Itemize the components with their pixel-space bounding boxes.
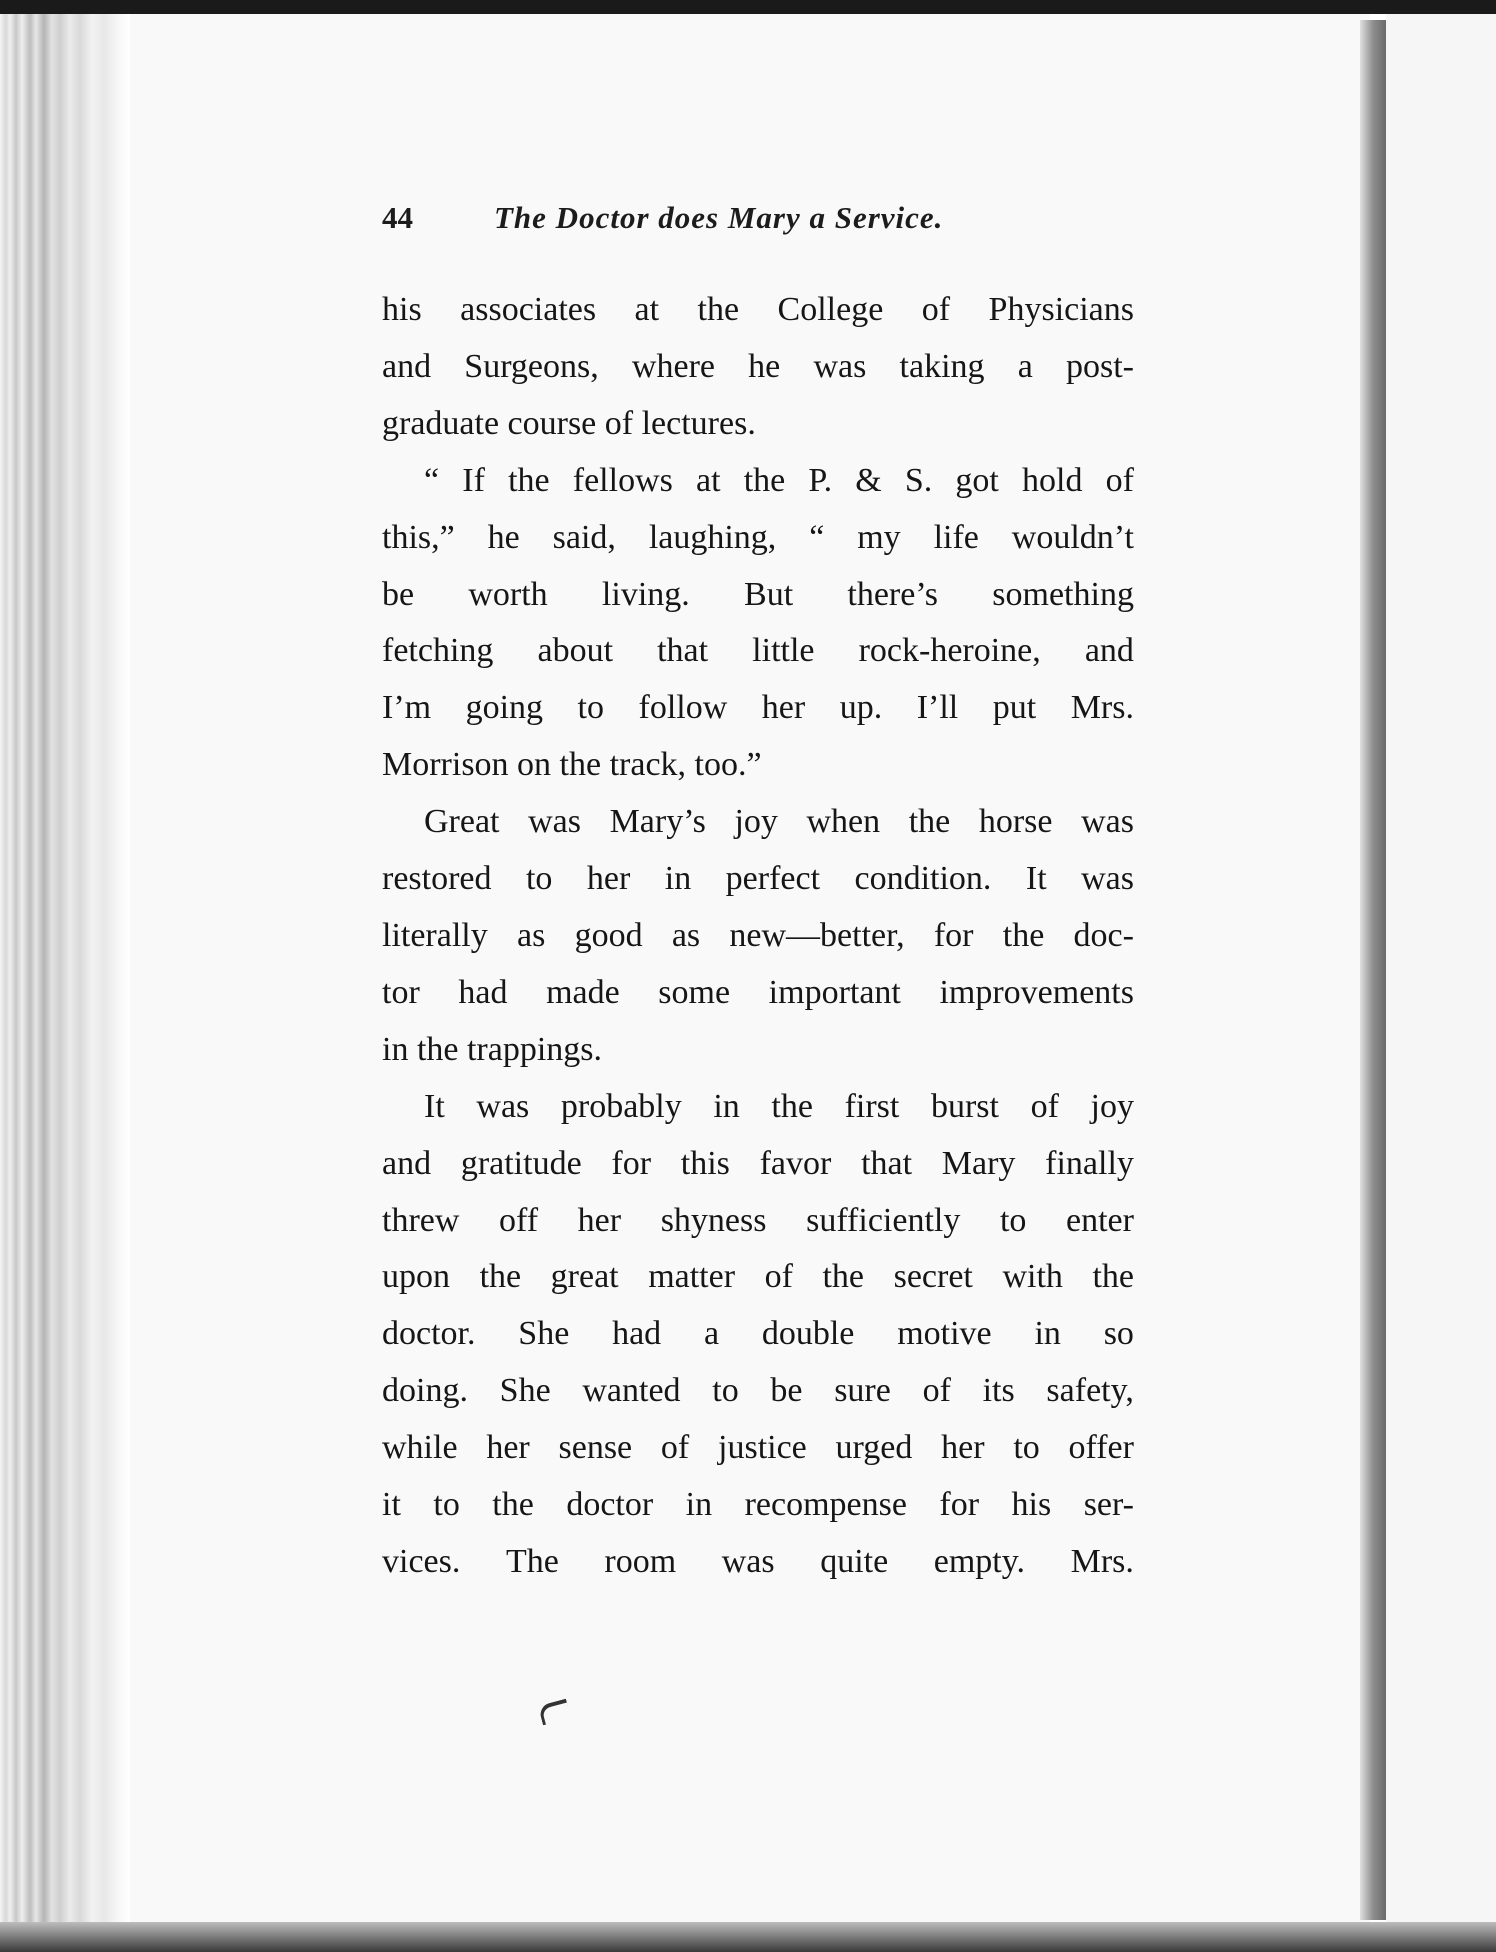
page-stack-edges: [0, 14, 130, 1952]
paragraph-4: [382, 1079, 1134, 1591]
text-line: Morrison on the track, too.”: [382, 746, 762, 784]
text-line: in the trappings.: [382, 1030, 603, 1068]
text-line: doctor. She had a double motive in so: [382, 1315, 1134, 1353]
page-number: 44: [382, 200, 413, 235]
text-line: his associates at the College of Physicians: [382, 291, 1134, 328]
paragraph-1: [382, 282, 1134, 453]
text-line: and Surgeons, where he was taking a post-: [382, 347, 1134, 385]
body-text: [382, 282, 1134, 1591]
text-line: and gratitude for this favor that Mary finally: [382, 1144, 1134, 1182]
page-header: [382, 200, 1142, 244]
text-line: “ If the fellows at the P. & S. got hold of: [424, 461, 1134, 499]
scan-right-margin: [1386, 14, 1496, 1952]
text-line: doing. She wanted to be sure of its safety,: [382, 1372, 1134, 1410]
text-line: Great was Mary’s joy when the horse was: [424, 803, 1134, 841]
text-line: upon the great matter of the secret with the: [382, 1258, 1134, 1296]
text-line: it to the doctor in recompense for his ser-: [382, 1486, 1134, 1524]
text-line: be worth living. But there’s something: [382, 575, 1134, 613]
text-line: threw off her shyness sufficiently to enter: [382, 1201, 1134, 1239]
text-line: tor had made some important improvements: [382, 973, 1134, 1011]
text-line: I’m going to follow her up. I’ll put Mrs.: [382, 689, 1134, 727]
text-line: literally as good as new—better, for the doc-: [382, 916, 1134, 954]
text-line: while her sense of justice urged her to offer: [382, 1429, 1134, 1467]
text-line: fetching about that little rock-heroine, and: [382, 632, 1134, 670]
page-binding-shadow: [1360, 20, 1386, 1920]
running-head: The Doctor does Mary a Service.: [494, 200, 944, 235]
text-line: graduate course of lectures.: [382, 404, 756, 442]
text-line: It was probably in the first burst of joy: [424, 1087, 1134, 1125]
scan-bottom-border: [0, 1922, 1496, 1952]
text-line: vices. The room was quite empty. Mrs.: [382, 1542, 1134, 1580]
text-line: this,” he said, laughing, “ my life wouldn’t: [382, 518, 1134, 556]
text-line: restored to her in perfect condition. It was: [382, 860, 1134, 898]
paragraph-3: [382, 794, 1134, 1079]
scan-top-border: [0, 0, 1496, 14]
paragraph-2: [382, 453, 1134, 794]
